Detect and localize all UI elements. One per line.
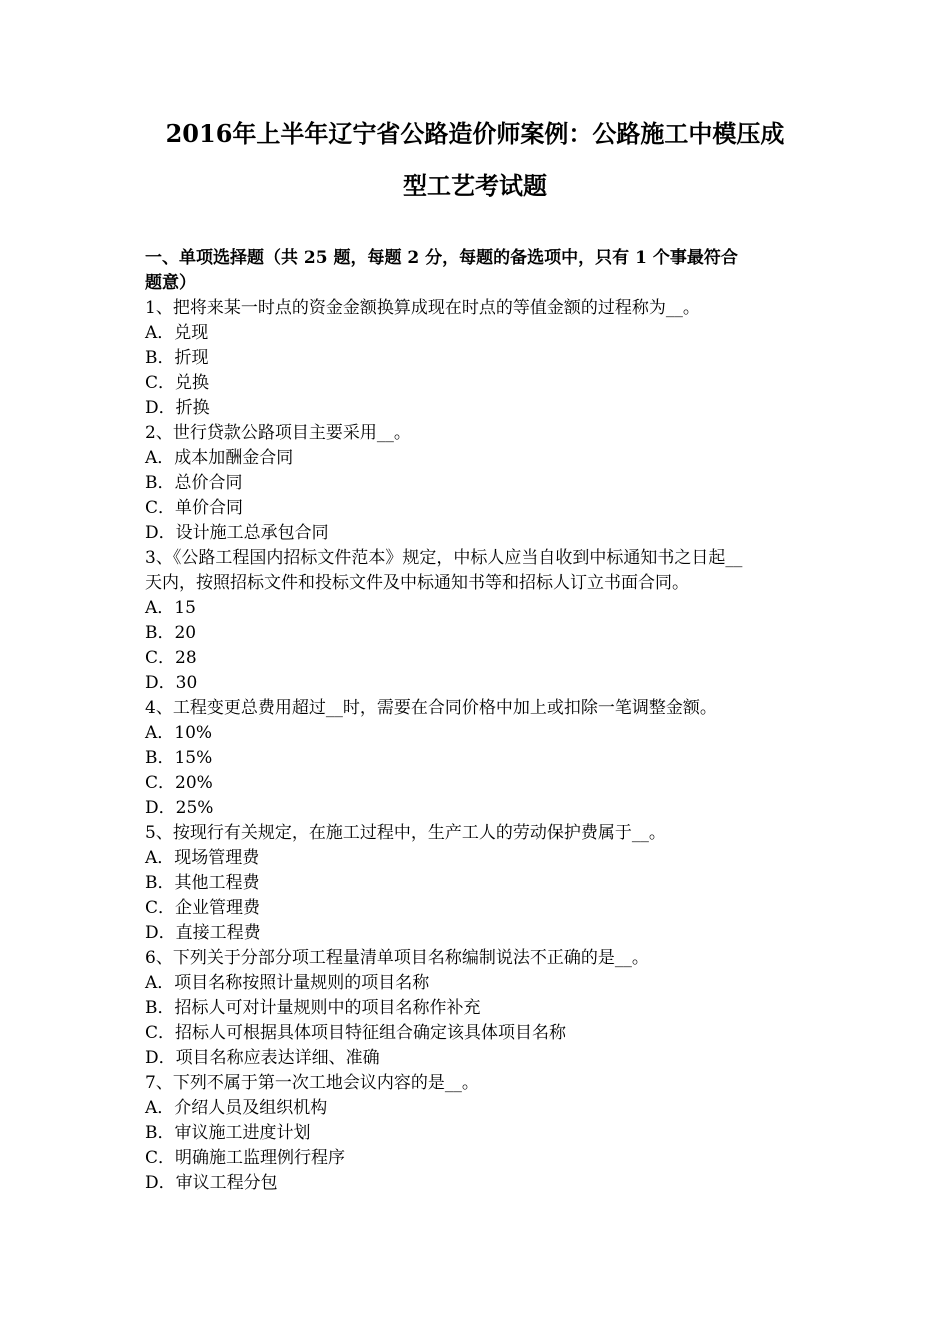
answer-option: A．介绍人员及组织机构 bbox=[145, 1098, 328, 1118]
question-item bbox=[145, 296, 815, 421]
question-stem: 5、按现行有关规定，在施工过程中，生产工人的劳动保护费属于__。 bbox=[145, 823, 666, 843]
question-stem: 4、工程变更总费用超过__时，需要在合同价格中加上或扣除一笔调整金额。 bbox=[145, 698, 717, 718]
answer-option: D．审议工程分包 bbox=[145, 1173, 278, 1193]
answer-option: C．企业管理费 bbox=[145, 898, 261, 918]
question-stem: 6、下列关于分部分项工程量清单项目名称编制说法不正确的是__。 bbox=[145, 948, 649, 968]
answer-option: B．总价合同 bbox=[145, 473, 243, 493]
answer-option: B．20 bbox=[145, 623, 197, 643]
answer-option: B．审议施工进度计划 bbox=[145, 1123, 311, 1143]
document-title-line-2: 型工艺考试题 bbox=[403, 171, 547, 200]
document-title-line-1: 2016年上半年辽宁省公路造价师案例：公路施工中模压成 bbox=[165, 119, 785, 148]
section-heading-line-1: 一、单项选择题（共 25 题，每题 2 分，每题的备选项中，只有 1 个事最符合 bbox=[145, 248, 738, 268]
answer-option: A．项目名称按照计量规则的项目名称 bbox=[145, 973, 430, 993]
answer-option: D．25% bbox=[145, 798, 214, 818]
answer-option: C．20% bbox=[145, 773, 213, 793]
answer-option: C．单价合同 bbox=[145, 498, 244, 518]
answer-option: A．成本加酬金合同 bbox=[145, 448, 294, 468]
answer-option: A．15 bbox=[145, 598, 196, 618]
question-stem: 2、世行贷款公路项目主要采用__。 bbox=[145, 423, 411, 443]
answer-option: D．项目名称应表达详细、准确 bbox=[145, 1048, 380, 1068]
answer-option: A．10% bbox=[145, 723, 213, 743]
question-item bbox=[145, 1071, 815, 1196]
answer-option: C．28 bbox=[145, 648, 197, 668]
answer-option: C．招标人可根据具体项目特征组合确定该具体项目名称 bbox=[145, 1023, 567, 1043]
section-heading bbox=[145, 246, 815, 296]
question-stem: 天内，按照招标文件和投标文件及中标通知书等和招标人订立书面合同。 bbox=[145, 573, 689, 593]
question-item bbox=[145, 546, 815, 696]
question-item bbox=[145, 696, 815, 821]
question-item bbox=[145, 821, 815, 946]
answer-option: C．兑换 bbox=[145, 373, 210, 393]
answer-option: D．折换 bbox=[145, 398, 210, 418]
question-stem: 3、《公路工程国内招标文件范本》规定，中标人应当自收到中标通知书之日起__ bbox=[145, 548, 743, 568]
question-stem: 1、把将来某一时点的资金金额换算成现在时点的等值金额的过程称为__。 bbox=[145, 298, 700, 318]
question-list bbox=[145, 296, 815, 1196]
answer-option: D．30 bbox=[145, 673, 198, 693]
question-item bbox=[145, 946, 815, 1071]
answer-option: B．招标人可对计量规则中的项目名称作补充 bbox=[145, 998, 481, 1018]
answer-option: A．兑现 bbox=[145, 323, 209, 343]
answer-option: B．折现 bbox=[145, 348, 209, 368]
document-body bbox=[145, 246, 815, 1196]
answer-option: C．明确施工监理例行程序 bbox=[145, 1148, 346, 1168]
question-item bbox=[145, 421, 815, 546]
section-heading-line-2: 题意） bbox=[145, 273, 196, 293]
question-stem: 7、下列不属于第一次工地会议内容的是__。 bbox=[145, 1073, 479, 1093]
answer-option: D．直接工程费 bbox=[145, 923, 261, 943]
answer-option: B．15% bbox=[145, 748, 213, 768]
answer-option: D．设计施工总承包合同 bbox=[145, 523, 329, 543]
answer-option: A．现场管理费 bbox=[145, 848, 260, 868]
answer-option: B．其他工程费 bbox=[145, 873, 260, 893]
